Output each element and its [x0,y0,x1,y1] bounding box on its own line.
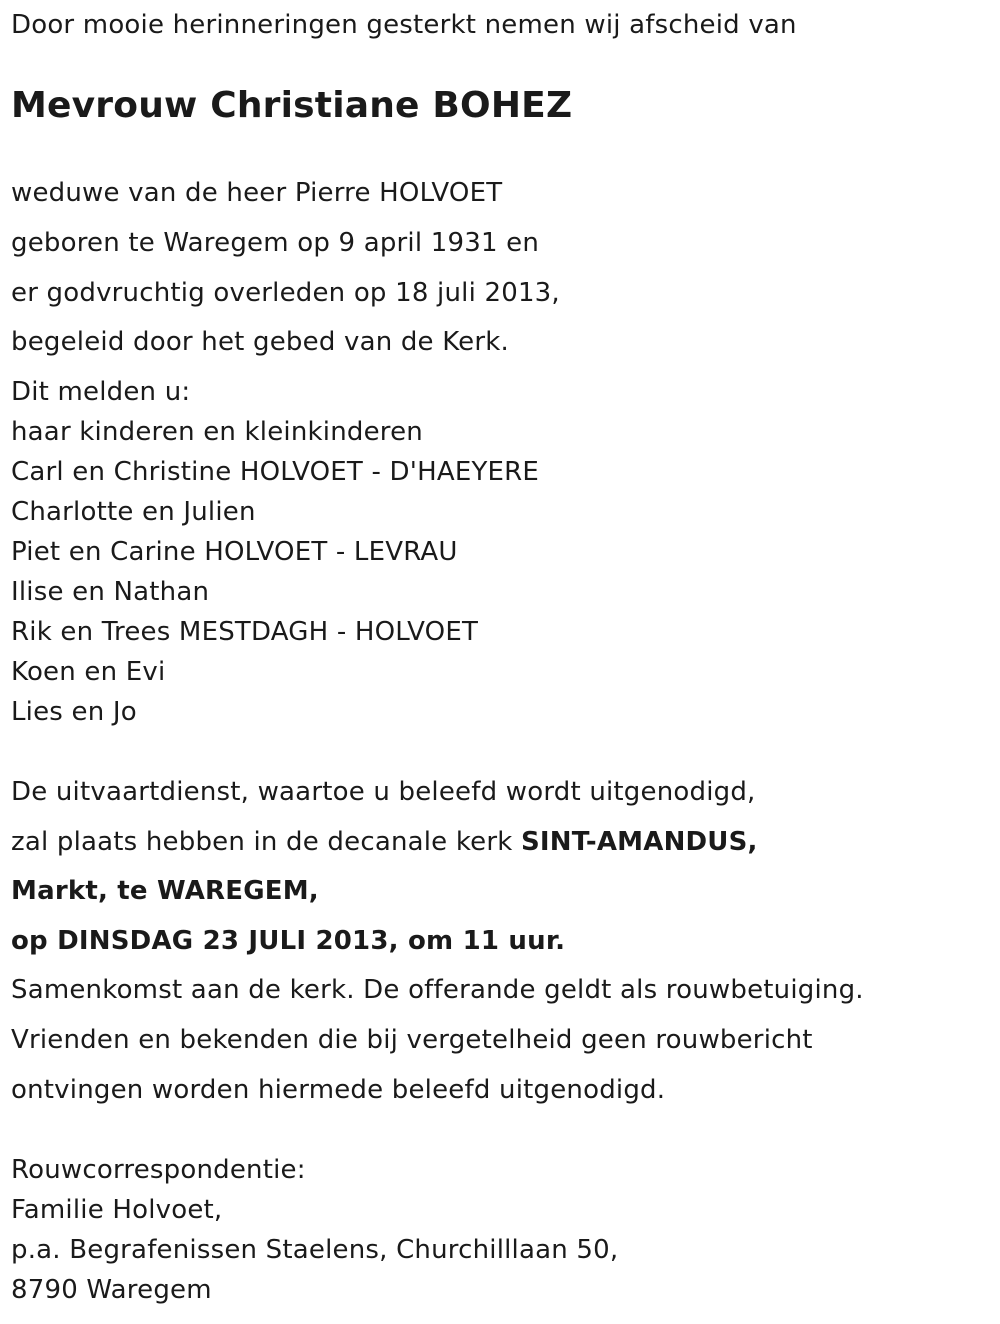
family-line: Charlotte en Julien [11,497,256,527]
church-name: SINT-AMANDUS, [520,827,758,857]
family-line: Rik en Trees MESTDAGH - HOLVOET [11,617,479,647]
service-line: Vrienden en bekenden die bij vergetelheid geen rouwbericht [11,1025,813,1055]
death-notice [11,0,991,1324]
family-line: Lies en Jo [11,697,137,727]
service-line-prefix: zal plaats hebben in de decanale kerk [11,827,521,857]
family-line: Ilise en Nathan [11,577,210,607]
service-datetime: op DINSDAG 23 JULI 2013, om 11 uur. [11,926,566,956]
intro-text: Door mooie herinneringen gesterkt nemen wij afscheid van [11,10,797,40]
detail-line: weduwe van de heer Pierre HOLVOET [11,178,503,208]
service-line: Samenkomst aan de kerk. De offerande geldt als rouwbetuiging. [11,975,864,1005]
correspondence-line: Familie Holvoet, [11,1195,223,1225]
service-church-line [11,829,758,855]
family-line: Carl en Christine HOLVOET - D'HAEYERE [11,457,540,487]
family-line: haar kinderen en kleinkinderen [11,417,423,447]
family-header: Dit melden u: [11,377,191,407]
service-line: ontvingen worden hiermede beleefd uitgenodigd. [11,1075,666,1105]
family-line: Koen en Evi [11,657,166,687]
deceased-name: Mevrouw Christiane BOHEZ [11,85,573,126]
correspondence-line: 8790 Waregem [11,1275,212,1305]
correspondence-header: Rouwcorrespondentie: [11,1155,306,1185]
service-line: De uitvaartdienst, waartoe u beleefd wordt uitgenodigd, [11,777,756,807]
service-location: Markt, te WAREGEM, [11,876,319,906]
family-line: Piet en Carine HOLVOET - LEVRAU [11,537,458,567]
detail-line: er godvruchtig overleden op 18 juli 2013, [11,278,560,308]
detail-line: begeleid door het gebed van de Kerk. [11,327,509,357]
detail-line: geboren te Waregem op 9 april 1931 en [11,228,540,258]
correspondence-line: p.a. Begrafenissen Staelens, Churchilllaan 50, [11,1235,619,1265]
